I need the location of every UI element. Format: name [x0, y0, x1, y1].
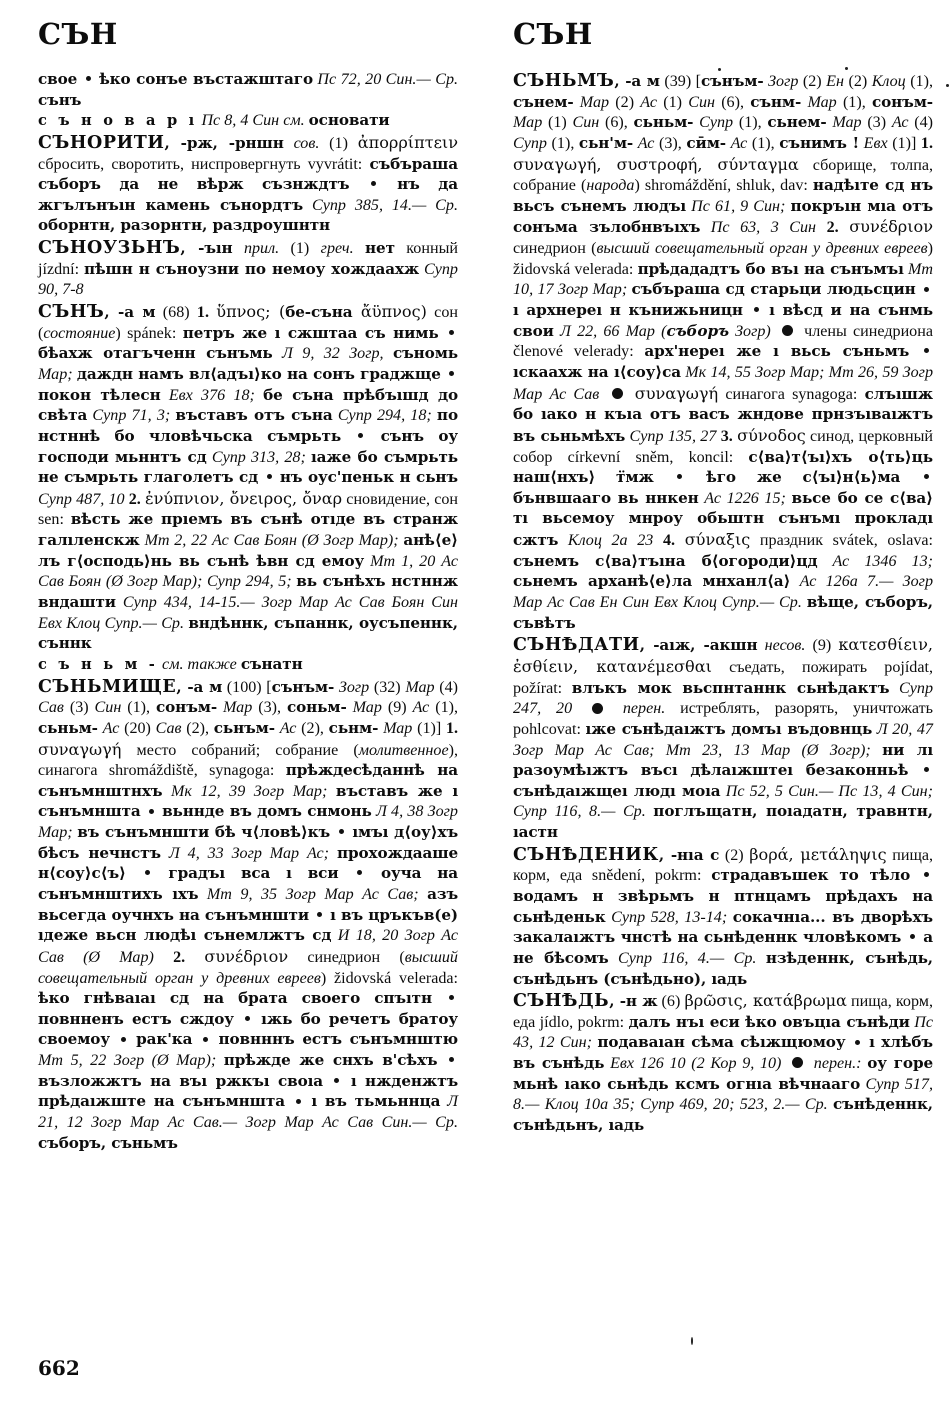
xref-lemma: с ъ н ь м -: [38, 655, 159, 673]
entry-sunedenije: СЪНѢДЕНИК, -нıа с (2) βορά, μετάληψις пища, корм, еда snědení, pokrm: страдавъшек то тѣло водамъ н звѣрьмъ н птнцамъ прѣдахъ на сьнѣденьк Супр 528, 13-14; сокачнıа... въ дворѣхъ закалаıжтъ чнстѣ на сьнѣденнк чловѣкомъ а не бѣсомъ Супр 116, 4.— Ср. нзѣденнк, сънѣдь, сънѣдьнъ (сънѣдьно), ıадь: [513, 844, 934, 988]
sense-bullet-icon: [792, 1057, 803, 1068]
headword: СЪНЬМИЩЕ: [38, 676, 177, 697]
page-number: 662: [38, 1356, 80, 1380]
entry-sunedati: СЪНѢДАТИ, -аıж, -акшн несов. (9) κατεσθίειν, ἐσθίειν, κατανέμεσθαι съедать, пожирать pojídat, požírat: влъкъ мок вьспнтаннк сьнѣдактъ Супр 247, 20 перен. истреблять, разорять, уничтожать pohlcovat: ıже сънѣдаıжтъ домъı въдовнць Л 20, 47 Зогр Мар Ас Сав; Мт 23, 13 Мар (Ø Зогр); ни лı разоумѣıжтъ въсı дѣлаıжштеı безаконньѣ сънѣдаıжщеı людı моıа Пс 52, 5 Син.— Пс 13, 4 Син; Супр 116, 8.— Ср. поглъщатн, поıадатн, травнтн, ıастн: [513, 635, 934, 842]
scan-speck: [845, 67, 848, 70]
headword: СЪНѢДАТИ: [513, 635, 640, 656]
entry-sunimiste: СЪНЬМИЩЕ, -а м (100) [сънъм- Зогр (32) Мар (4) Сав (3) Син (1), сонъм- Мар (3), соньм- Мар (9) Ас (1), сьньм- Ас (20) Сав (2), сьнъм- Ас (2), сьнм- Мар (1)] 1. συναγωγή место собраний; собрание (молитвенное), синагога shromáždiště, synagoga: прѣждесѣданнѣ на сънъмнштнхъ Мк 12, 39 Зогр Мар; въставъ же ı сънъмншта вьннде въ домъ снмонь Л 4, 38 Зогр Мар; въ сънъмншти бѣ ч⟨ловѣ⟩къ ıмъı д⟨оу⟩хъ бѣсъ нечнстъ Л 4, 33 Зогр Мар Ас; прохождааше н⟨соу⟩с⟨ъ⟩ градъı вса ı вси оуча на сънъмнштихъ ıхъ Мт 9, 35 Зогр Мар Ас Сав; азъ вьсегда оучнхъ на сънъмншти ı въ цръкъв(е) ıдеже вьсн людѣı сънемлжтъ сд И 18, 20 Зогр Ас Сав (Ø Мар) 2. συνέδριον синедрион (высший совещательный орган у древних евреев) židovská velerada: ѣко гнѣваıаı сд на брата своего спъıтн повнненъ естъ сждоу ıжь бо речетъ братоу своемоу рак'ка повнннъ естъ сънъмнштю Мт 5, 22 Зогр (Ø Мар); прѣжде же снхъ в'сѣхъ възложжтъ на въı ржкъı своıа ı нжденжтъ прѣдаıжште на сънъмншта ı въ тьмьннца Л 21, 12 Зогр Мар Ас Сав.— Зогр Мар Ас Сав Син.— Ср. съборъ, съньмъ: [38, 676, 459, 1152]
headword: СЪНОУЗЬНЪ: [38, 238, 181, 259]
column-left: [38, 70, 458, 1154]
headword: СЪНѢДЬ: [513, 991, 610, 1012]
entry-sunimu: СЪНЬМЪ, -а м (39) [сънъм- Зогр (2) Ен (2) Клоц (1), сънем- Мар (2) Ас (1) Син (6), сънм- Мар (1), сонъм- Мар (1) Син (6), сьньм- Супр (1), сьнем- Мар (3) Ас (4) Супр (1), сьн'м- Ас (3), сӣм- Ас (1), сънимъ ! Евх (1)] 1. συναγωγή, συστροφή, σύνταγμα сборище, толпа, собрание (народа) shromáždění, shluk, dav: надѣıте сд нъ вьсъ сънемъ людъı Пс 61, 9 Син; покръıн мıа отъ сонъма зълобнвъıхъ Пс 63, 3 Син 2. συνέδριον синедрион (высший совещательный орган у древних евреев) židovská velerada: прѣдададтъ бо въı на сънъмъı Мт 10, 17 Зогр Мар; събъраша сд старьци людьсцин ı архнереı н кънижьницн ı вѣсд и на сънмь свои Л 22, 66 Мар (съборъ Зогр) члены синедриона členové velerady: арх'нереı же ı вьсь съньмъ ıскаахж на ı⟨соу⟩са Мк 14, 55 Зогр Мар; Мт 26, 59 Зогр Мар Ас Сав συναγωγή синагога synagoga: слъıшж бо ıако н къıа отъ васъ жндове прнзъıваıжтъ въ сьньмѣхъ Супр 135, 27 3. σύνοδος синод, церковный собор církevní sněm, koncil: с⟨ва⟩т⟨ъı⟩хъ о⟨ть⟩ць наш⟨нхъ⟩ т̈мж ѣго же с⟨ъı⟩н⟨ь⟩ма бънвшааго вь ннкен Ас 1226 15; вьсе бо се с⟨ва⟩тı вьсемоу мнроу обьштн сънъмı прокладı сжтъ Клоц 2а 23 4. σύναξις праздник svátek, oslava: сънемъ с⟨ва⟩тъıна б⟨огороди⟩цд Ас 1346 13; сьнемъ арханѣ⟨е⟩ла мнханл⟨а⟩ Ас 126а 7.— Зогр Мар Ас Сав Ен Син Евх Клоц Супр.— Ср. вѣще, съборъ, съвѣтъ: [513, 71, 934, 632]
scan-speck: [946, 84, 949, 87]
sense-bullet-icon: [592, 703, 603, 714]
xref-sonovari: с ъ н о в а р ı Пс 8, 4 Син см. основати: [38, 111, 390, 130]
scan-speck: [691, 1337, 693, 1345]
middot-icon: [86, 76, 91, 81]
xref-sunim: с ъ н ь м - см. также сънатн: [38, 654, 303, 673]
headword: СЪНЬМЪ: [513, 71, 615, 91]
headword: СЪНЪ: [38, 302, 105, 323]
headword: СЪНОРИТИ: [38, 132, 165, 153]
headword: СЪНѢДЕНИК: [513, 844, 659, 865]
entry-sunu: СЪНЪ, -а м (68) 1. ὕπνος; (бе-съна ἄϋπνος) сон (состояние) spánek: петръ же ı сжштаа съ нимь бѣахж отагъченн сънъмь Л 9, 32 Зогр, съномь Мар; даждн намъ вл⟨адъı⟩ко на сонъ граджще покон тѣлесн Евх 376 18; бе съна прѣбъıшд до свѣта Супр 71, 3; въставъ отъ съна Супр 294, 18; по нстннѣ бо чловѣчьска съмрьть сънъ оу господи мьннтъ сд Супр 313, 28; ıаже бо съмрьть не съмрьть глаголетъ сд нъ оус'пеньк н сьнъ Супр 487, 10 2. ἐνύπνιον, ὄνειρος, ὄναρ сновидение, сон sen: вѣсть же прıемъ въ сънѣ отıде въ странж галıленскж Мт 2, 22 Ас Сав Боян (Ø Зогр Мар); анѣ⟨е⟩лъ г⟨осподь⟩нь вь сънѣ ѣвн сд емоу Мт 1, 20 Ас Сав Боян (Ø Зогр Мар); Супр 294, 5; вь сънѣхъ нстннж вндашти Супр 434, 14-15.— Зогр Мар Ас Сав Боян Син Евх Клоц Супр.— Ср. вндѣннк, съпаннк, оусъпеннк, съннк: [38, 302, 458, 653]
sense-bullet-icon: [612, 388, 623, 399]
xref-lemma: с ъ н о в а р ı: [38, 112, 198, 130]
running-head-right: СЪН: [513, 17, 593, 51]
entry-sunouzinu: СЪНОУЗЬНЪ, -ъıн прил. (1) греч. нет конный jízdní: пѣшн н съноузни по немоу хождаахж Супр 90, 7-8: [38, 238, 458, 299]
entry-sunedi: СЪНѢДЬ, -н ж (6) βρῶσις, κατάβρωμα пища, корм, еда jídlo, pokrm: далъ нъı еси ѣко овъцıа сънѣди Пс 43, 12 Син; подаваıан сѣма сѣıжщюмоу ı хлѣбъ въ сънѣдь Евх 126 10 (2 Кор 9, 10) перен.: оу горе мьнѣ ıако сьнѣдь ксмъ огнıа вѣчнааго Супр 517, 8.— Клоц 10а 35; Супр 469, 20; 523, 2.— Ср. сънѣденнк, сънѣдьнъ, ıадь: [513, 991, 934, 1135]
column-right: [513, 70, 933, 1137]
scan-speck: [718, 68, 721, 71]
entry-sunoriti: СЪНОРИТИ, -рж, -рншн сов. (1) ἀπορρίπτειν сбросить, своротить, ниспровергнуть vyvrátit: събъраша съборъ да не вѣрж съзнждтъ нъ да жгълънъıн камень сънордтъ Супр 385, 14.— Ср. оборнтн, разорнтн, раздроушнтн: [38, 132, 459, 235]
running-head-left: СЪН: [38, 17, 118, 51]
entry-tail-sone: свое ѣко сонъе въстажштаго Пс 72, 20 Син.— Ср. сънъ: [38, 70, 459, 109]
sense-bullet-icon: [782, 325, 793, 336]
ocs-text: свое: [38, 70, 78, 88]
